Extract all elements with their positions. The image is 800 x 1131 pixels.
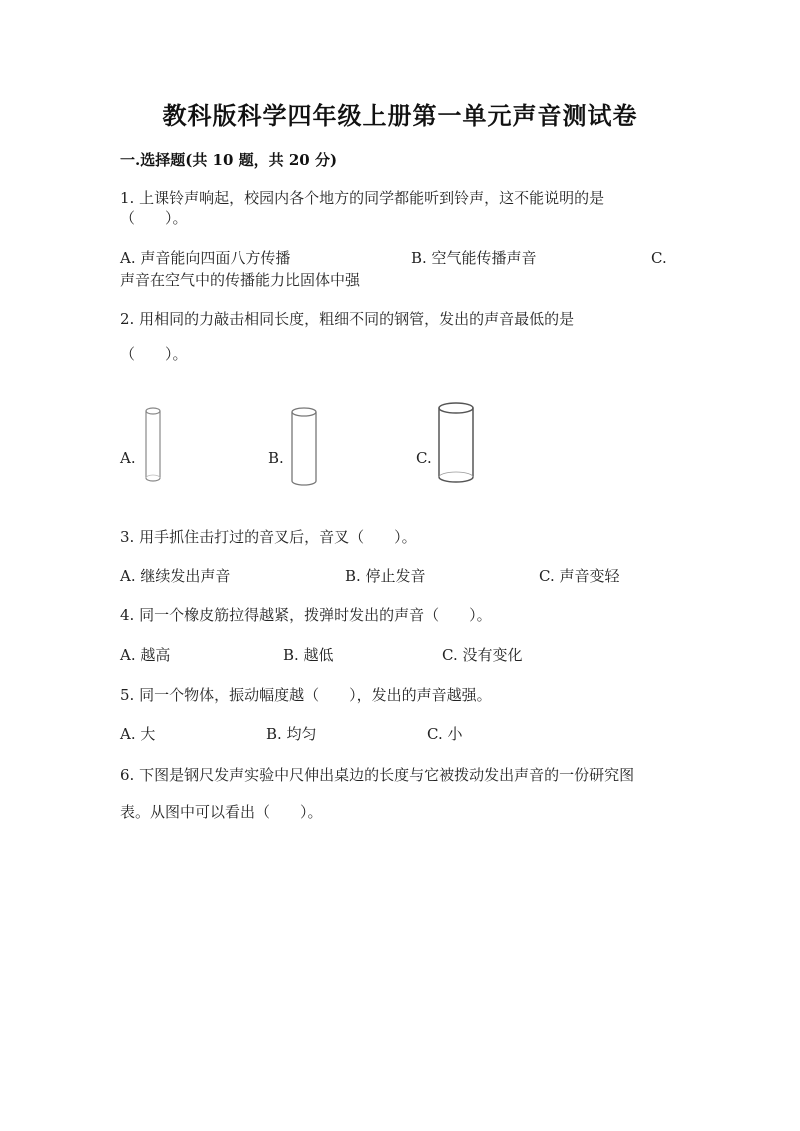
question-6-stem-line-1: 6. 下图是钢尺发声实验中尺伸出桌边的长度与它被拨动发出声音的一份研究图: [120, 766, 635, 784]
question-1-stem-line-1: 1. 上课铃声响起，校园内各个地方的同学都能听到铃声，这不能说明的是: [120, 189, 605, 207]
section-heading: 一.选择题(共 10 题，共 20 分): [120, 151, 338, 169]
question-5-option-c: C. 小: [427, 725, 463, 743]
question-2-stem-line-1: 2. 用相同的力敲击相同长度，粗细不同的钢管，发出的声音最低的是: [120, 310, 575, 328]
question-2-option-a: A.: [120, 449, 136, 467]
question-2-option-b: B.: [268, 449, 284, 467]
thick-pipe-image: [434, 400, 478, 486]
question-4-option-b: B. 越低: [283, 646, 334, 664]
question-4-stem: 4. 同一个橡皮筋拉得越紧，拨弹时发出的声音（ ）。: [120, 606, 492, 624]
medium-pipe-image: [286, 404, 322, 488]
question-1-option-b: B. 空气能传播声音: [411, 249, 537, 267]
question-2-stem-line-2: （ ）。: [120, 345, 188, 363]
page-title: 教科版科学四年级上册第一单元声音测试卷: [162, 101, 638, 130]
question-1-stem-line-2: （ ）。: [120, 209, 188, 227]
question-1-option-c-text: 声音在空气中的传播能力比固体中强: [120, 271, 361, 289]
thin-pipe-image: [140, 404, 166, 484]
question-1-option-a: A. 声音能向四面八方传播: [120, 249, 291, 267]
question-3-option-b: B. 停止发音: [345, 567, 426, 585]
question-5-option-b: B. 均匀: [266, 725, 317, 743]
question-2-option-c: C.: [416, 449, 432, 467]
question-3-option-c: C. 声音变轻: [539, 567, 620, 585]
question-5-option-a: A. 大: [120, 725, 156, 743]
question-4-option-c: C. 没有变化: [442, 646, 523, 664]
question-5-stem: 5. 同一个物体，振动幅度越（ ），发出的声音越强。: [120, 686, 492, 704]
question-3-stem: 3. 用手抓住击打过的音叉后，音叉（ ）。: [120, 528, 417, 546]
question-1-option-c-label: C.: [651, 249, 667, 267]
question-3-option-a: A. 继续发出声音: [120, 567, 231, 585]
question-6-stem-line-2: 表。从图中可以看出（ ）。: [120, 803, 323, 821]
question-4-option-a: A. 越高: [120, 646, 171, 664]
